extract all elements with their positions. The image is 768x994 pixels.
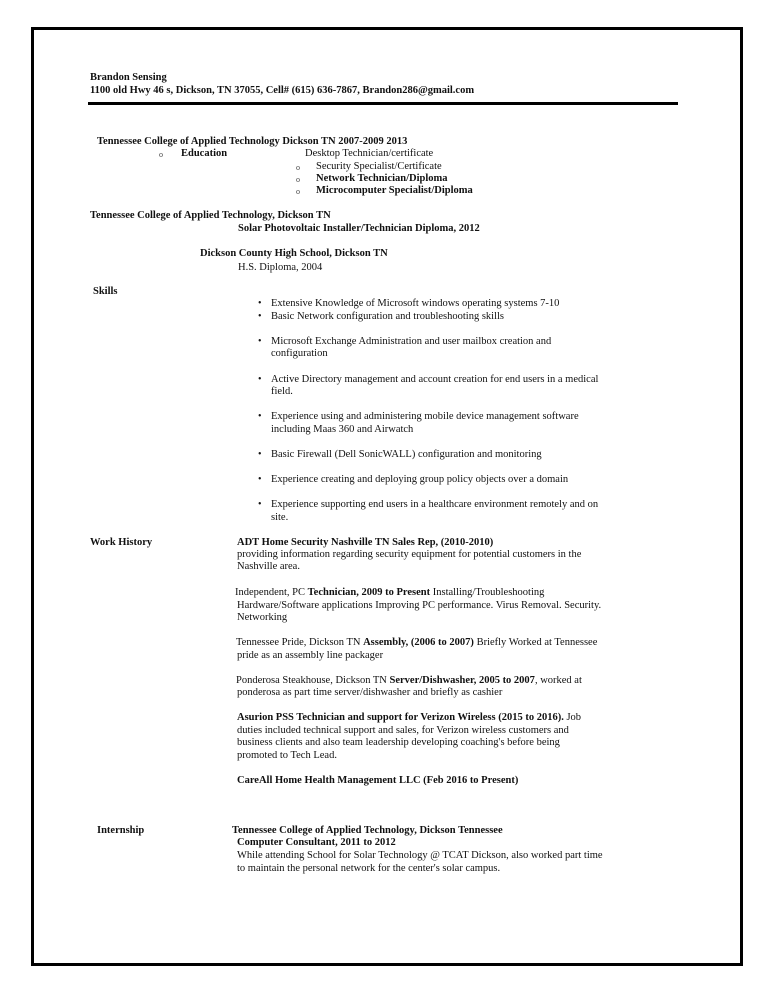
internship-role: Computer Consultant, 2011 to 2012 [237,837,396,848]
internship-org: Tennessee College of Applied Technology, Dickson Tennessee [232,825,503,836]
education-item: Security Specialist/Certificate [316,161,442,172]
internship-label: Internship [97,825,145,836]
bullet-icon: • [258,374,262,385]
skill-item: Extensive Knowledge of Microsoft windows operating systems 7-10 [271,298,560,309]
skill-item: Experience creating and deploying group policy objects over a domain [271,474,569,485]
skill-item-cont: including Maas 360 and Airwatch [271,424,414,435]
skill-item: Experience using and administering mobile device management software [271,411,579,422]
circle-bullet-icon: o [296,163,300,172]
education-item: Microcomputer Specialist/Diploma [316,185,473,196]
skills-label: Skills [93,286,118,297]
skill-item-cont: field. [271,386,293,397]
contact-info: 1100 old Hwy 46 s, Dickson, TN 37055, Cell# (615) 636-7867, Brandon286@gmail.com [90,85,475,96]
job-entry: Tennessee Pride, Dickson TN Assembly, (2006 to 2007) Briefly Worked at Tennessee [236,637,598,648]
job-desc: Networking [237,612,288,623]
job-entry: Independent, PC Technician, 2009 to Present Installing/Troubleshooting [235,587,545,598]
education-item: Network Technician/Diploma [316,173,448,184]
job-desc: pride as an assembly line packager [237,650,384,661]
job-desc: Nashville area. [237,561,300,572]
work-history-label: Work History [90,537,153,548]
circle-bullet-icon: o [159,150,163,159]
tcat2-heading: Tennessee College of Applied Technology, Dickson TN [90,210,331,221]
skill-item: Experience supporting end users in a healthcare environment remotely and on [271,499,599,510]
skill-item-cont: site. [271,512,289,523]
job-desc: ponderosa as part time server/dishwasher and briefly as cashier [237,687,503,698]
header-divider [88,102,678,105]
internship-desc: to maintain the personal network for the center's solar campus. [237,863,501,874]
candidate-name: Brandon Sensing [90,72,167,83]
skill-item: Active Directory management and account creation for end users in a medical [271,374,599,385]
skill-item: Basic Firewall (Dell SonicWALL) configuration and monitoring [271,449,542,460]
bullet-icon: • [258,474,262,485]
job-entry: Ponderosa Steakhouse, Dickson TN Server/Dishwasher, 2005 to 2007, worked at [236,675,582,686]
job-desc: duties included technical support and sales, for Verizon wireless customers and [237,725,569,736]
bullet-icon: • [258,411,262,422]
circle-bullet-icon: o [296,175,300,184]
bullet-icon: • [258,499,262,510]
tcat2-detail: Solar Photovoltaic Installer/Technician Diploma, 2012 [238,223,480,234]
bullet-icon: • [258,311,262,322]
hs-heading: Dickson County High School, Dickson TN [200,248,388,259]
skill-item: Microsoft Exchange Administration and user mailbox creation and [271,336,552,347]
job-entry: Asurion PSS Technician and support for Verizon Wireless (2015 to 2016). Job [237,712,582,723]
job-desc: business clients and also team leadership developing coaching's before being [237,737,560,748]
job-desc: Hardware/Software applications Improving PC performance. Virus Removal. Security. [237,600,602,611]
job-desc: promoted to Tech Lead. [237,750,337,761]
job-title: ADT Home Security Nashville TN Sales Rep, (2010-2010) [237,537,494,548]
bullet-icon: • [258,298,262,309]
job-desc: providing information regarding security equipment for potential customers in the [237,549,582,560]
bullet-icon: • [258,336,262,347]
bullet-icon: • [258,449,262,460]
education-label: Education [181,148,228,159]
hs-detail: H.S. Diploma, 2004 [238,262,323,273]
skill-item: Basic Network configuration and troubleshooting skills [271,311,505,322]
education-item: Desktop Technician/certificate [305,148,434,159]
job-title: CareAll Home Health Management LLC (Feb 2016 to Present) [237,775,519,786]
circle-bullet-icon: o [296,187,300,196]
tcat-heading: Tennessee College of Applied Technology Dickson TN 2007-2009 2013 [97,136,408,147]
internship-desc: While attending School for Solar Technology @ TCAT Dickson, also worked part time [237,850,603,861]
skill-item-cont: configuration [271,348,328,359]
